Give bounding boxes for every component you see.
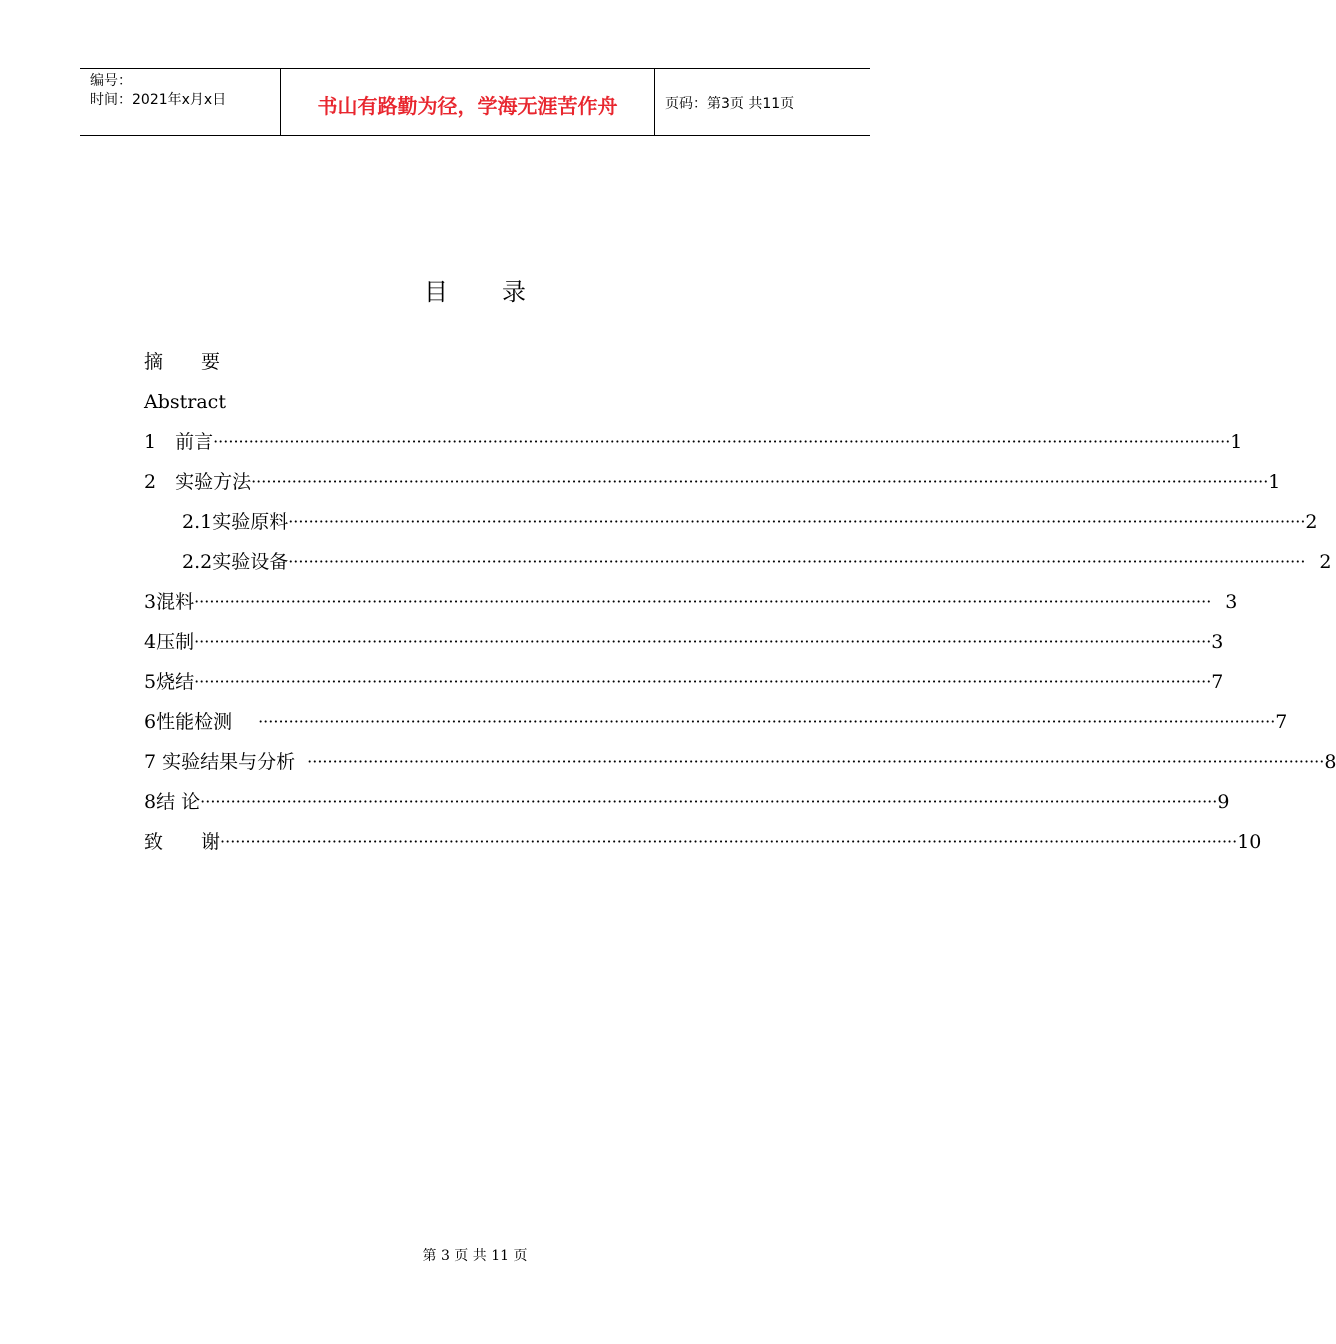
- toc-leader-dots: ········································································································································································································: [307, 752, 1325, 771]
- header-meta: [80, 69, 281, 135]
- toc-entry-page: 1: [1268, 471, 1281, 493]
- toc-entry-label: 2.2实验设备: [182, 551, 289, 573]
- toc-entry-label: 5烧结: [144, 671, 195, 693]
- header-number: 编号：: [90, 73, 132, 89]
- header-motto: 书山有路勤为径，学海无涯苦作舟: [281, 69, 655, 135]
- toc-leader-dots: ········································································································································································································: [200, 792, 1218, 811]
- toc-entry-label: 2 实验方法: [144, 471, 252, 493]
- toc-entry-summary[interactable]: [144, 342, 344, 382]
- toc-entry-label: 3混料: [144, 591, 195, 613]
- toc-leader-dots: ········································································································································································································: [288, 512, 1306, 531]
- toc-entry-abstract[interactable]: [144, 382, 344, 422]
- toc-leader-dots: ········································································································································································································: [194, 632, 1212, 651]
- toc-entry-page: 10: [1237, 831, 1262, 853]
- toc-leader-dots: ········································································································································································································: [251, 472, 1269, 491]
- toc-entry-label: Abstract: [144, 391, 226, 413]
- page-header: [80, 68, 870, 136]
- toc-entry-label: 4压制: [144, 631, 195, 653]
- toc-entry-page: 7: [1275, 711, 1288, 733]
- toc-entry-2-1[interactable]: [182, 502, 1318, 542]
- toc-leader-dots: ········································································································································································································: [194, 672, 1212, 691]
- toc-entry-4[interactable]: [144, 622, 1224, 662]
- toc-entry-page: 3: [1211, 631, 1224, 653]
- toc-entry-label: 6性能检测: [144, 711, 233, 733]
- toc-entry-page: 3: [1225, 591, 1238, 613]
- toc-entry-acknowledgement[interactable]: [144, 822, 1262, 862]
- toc-leader-dots: ········································································································································································································: [288, 552, 1306, 571]
- toc-entry-2-2[interactable]: [182, 542, 1332, 582]
- toc-leader-dots: ········································································································································································································: [213, 432, 1231, 451]
- header-time: 时间：2021年x月x日: [90, 92, 227, 108]
- toc-entry-8[interactable]: [144, 782, 1230, 822]
- toc-entry-page: 2: [1319, 551, 1332, 573]
- toc-entry-label: 2.1实验原料: [182, 511, 289, 533]
- toc-entry-3[interactable]: [144, 582, 1238, 622]
- toc-entry-label: 7 实验结果与分析: [144, 751, 296, 773]
- page-footer: 第 3 页 共 11 页: [422, 1248, 528, 1264]
- toc-entry-page: 1: [1230, 431, 1243, 453]
- toc-title: [0, 272, 950, 307]
- toc-entry-label: 1 前言: [144, 431, 214, 453]
- toc-entry-label: 8结 论: [144, 791, 201, 813]
- header-page-info: 页码：第3页 共11页: [665, 96, 795, 112]
- toc-entry-page: 7: [1211, 671, 1224, 693]
- toc-title-right: 录: [502, 278, 526, 306]
- toc-entry-5[interactable]: [144, 662, 1224, 702]
- toc-leader-dots: ········································································································································································································: [194, 592, 1212, 611]
- toc-entry-page: 9: [1217, 791, 1230, 813]
- toc-entry-1[interactable]: [144, 422, 1243, 462]
- toc-entry-label: 致 谢: [144, 831, 221, 853]
- toc-entry-6[interactable]: [144, 702, 1288, 742]
- toc-title-left: 目: [424, 278, 448, 306]
- toc-entry-label: 摘 要: [144, 351, 221, 373]
- toc-entry-page: 8: [1324, 751, 1336, 773]
- toc-entry-7[interactable]: [144, 742, 1336, 782]
- toc-leader-dots: ········································································································································································································: [258, 712, 1276, 731]
- toc-entry-2[interactable]: [144, 462, 1281, 502]
- toc-entry-page: 2: [1305, 511, 1318, 533]
- toc-leader-dots: ········································································································································································································: [220, 832, 1238, 851]
